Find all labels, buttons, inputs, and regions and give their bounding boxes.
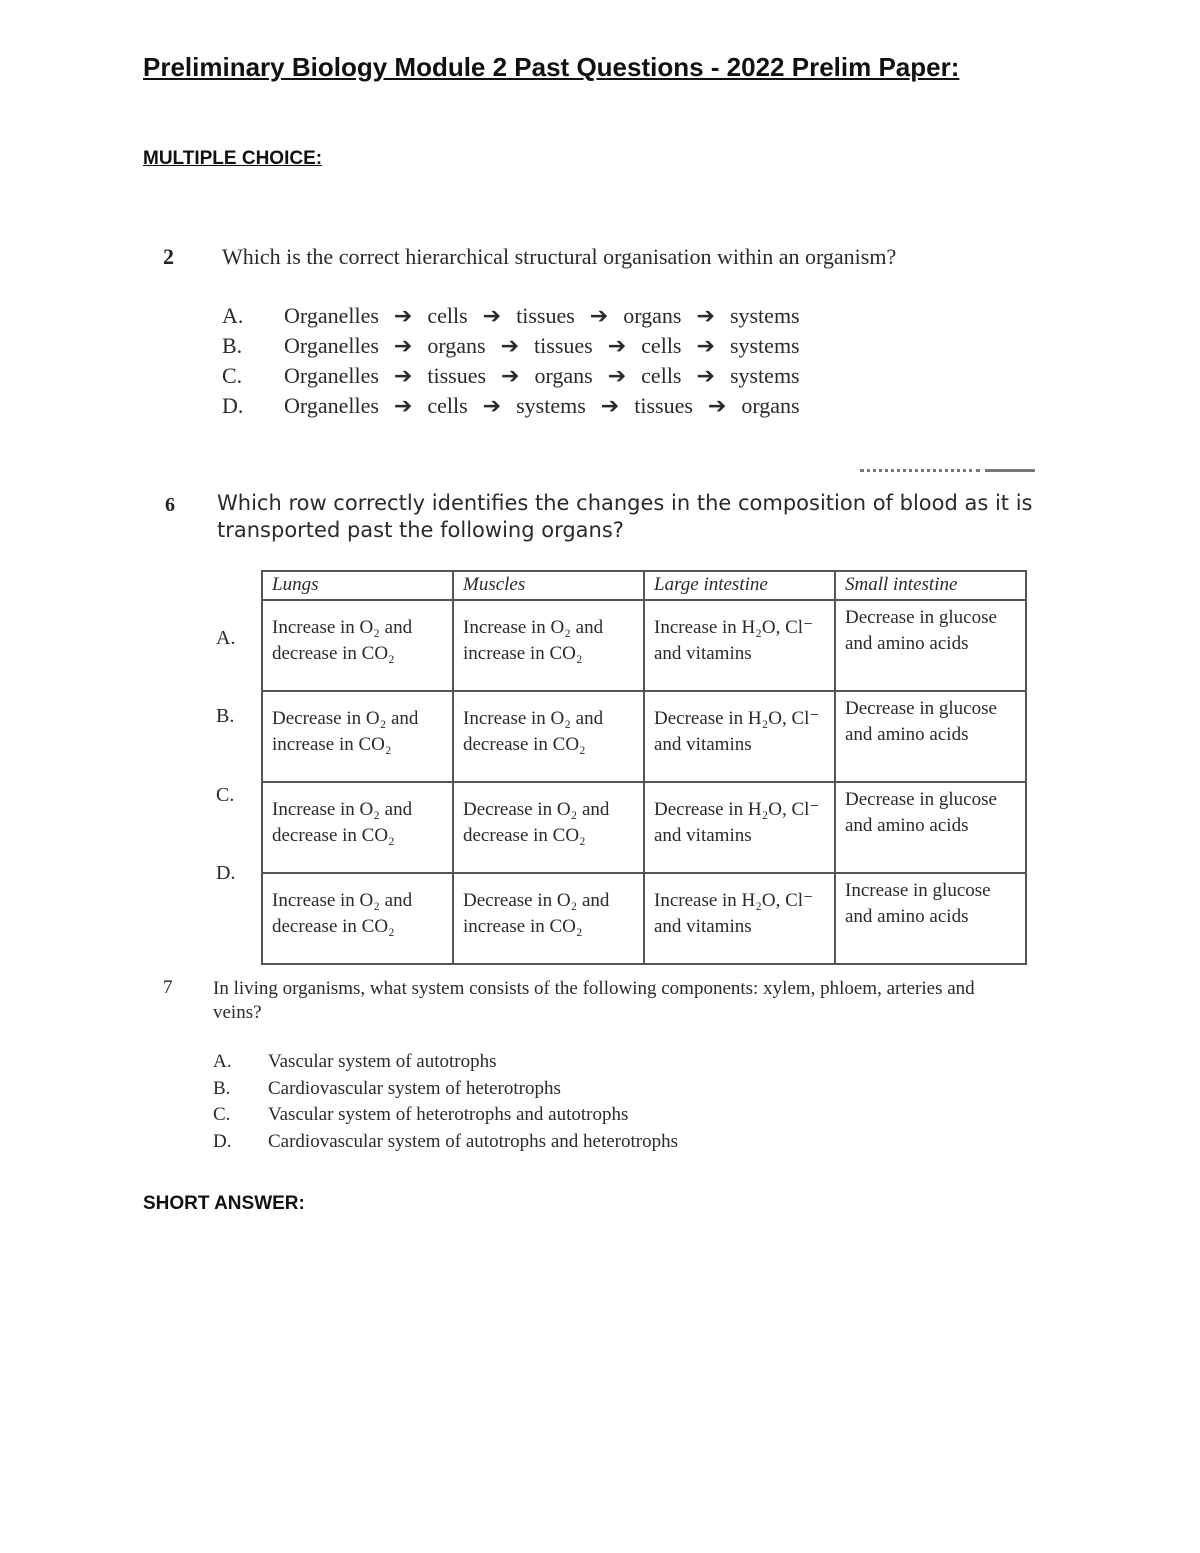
table-cell: Increase in glucose and amino acids: [835, 873, 1026, 964]
option-item: cells: [641, 333, 682, 358]
row-letter-b: B.: [216, 705, 235, 727]
question-6-number: 6: [165, 494, 175, 516]
table-cell: Increase in O₂ and decrease in CO₂: [453, 691, 644, 782]
table-header-row: [262, 571, 1026, 600]
option-letter: A.: [213, 1051, 232, 1072]
row-letter-d: D.: [216, 862, 236, 884]
question-7-option-b: [213, 1078, 561, 1100]
table-cell: Decrease in glucose and amino acids: [835, 691, 1026, 782]
arrow-icon: ➔: [607, 363, 627, 388]
row-letter-c: C.: [216, 784, 235, 806]
question-6-text: Which row correctly identifies the changes in the composition of blood as it is transported past the following organs?: [217, 491, 1033, 542]
option-text: Vascular system of autotrophs: [268, 1051, 497, 1072]
option-letter: B.: [213, 1078, 231, 1099]
table-cell: Decrease in O₂ and increase in CO₂: [453, 873, 644, 964]
table-cell: Increase in O₂ and decrease in CO₂: [262, 782, 453, 873]
blood-composition-table: [261, 570, 1027, 965]
option-item: cells: [427, 393, 468, 418]
option-letter: D.: [213, 1131, 232, 1152]
table-cell: Decrease in O₂ and increase in CO₂: [262, 691, 453, 782]
arrow-icon: ➔: [393, 333, 413, 358]
question-7-number: 7: [163, 977, 173, 998]
option-text: Vascular system of heterotrophs and autotrophs: [268, 1104, 629, 1125]
question-7-text: In living organisms, what system consists of the following components: xylem, phloem, arteries and veins?: [213, 978, 975, 1023]
option-letter: B.: [222, 333, 243, 358]
option-item: organs: [427, 333, 486, 358]
option-letter: C.: [213, 1104, 231, 1125]
table-row: [262, 873, 1026, 964]
table-row: [262, 691, 1026, 782]
arrow-icon: ➔: [482, 393, 502, 418]
row-letter-a: A.: [216, 627, 236, 649]
arrow-icon: ➔: [707, 393, 727, 418]
table-header-large-intestine: Large intestine: [644, 571, 835, 600]
table-header-muscles: Muscles: [453, 571, 644, 600]
option-item: organs: [741, 393, 800, 418]
arrow-icon: ➔: [600, 393, 620, 418]
arrow-icon: ➔: [589, 303, 609, 328]
arrow-icon: ➔: [607, 333, 627, 358]
option-letter: A.: [222, 303, 244, 328]
table-cell: Increase in H₂O, Cl⁻ and vitamins: [644, 873, 835, 964]
arrow-icon: ➔: [482, 303, 502, 328]
table-cell: Decrease in H₂O, Cl⁻ and vitamins: [644, 691, 835, 782]
question-2-number: 2: [163, 244, 174, 269]
option-item: tissues: [534, 333, 593, 358]
arrow-icon: ➔: [500, 333, 520, 358]
option-item: Organelles: [284, 393, 379, 418]
option-item: systems: [729, 303, 800, 328]
table-row: [262, 782, 1026, 873]
multiple-choice-heading: MULTIPLE CHOICE:: [143, 148, 323, 169]
question-2-option-a: [222, 303, 800, 329]
question-7-option-a: [213, 1051, 496, 1073]
option-item: systems: [729, 363, 800, 388]
option-item: Organelles: [284, 303, 379, 328]
table-cell: Decrease in glucose and amino acids: [835, 782, 1026, 873]
page-title: Preliminary Biology Module 2 Past Questions - 2022 Prelim Paper:: [143, 52, 960, 82]
table-cell: Increase in O₂ and increase in CO₂: [453, 600, 644, 691]
question-2-option-d: [222, 393, 800, 419]
option-item: organs: [623, 303, 682, 328]
option-item: tissues: [634, 393, 693, 418]
option-item: tissues: [427, 363, 487, 388]
table-header-lungs: Lungs: [262, 571, 453, 600]
option-item: tissues: [516, 303, 575, 328]
question-2-text: Which is the correct hierarchical structural organisation within an organism?: [222, 244, 897, 269]
option-item: cells: [427, 303, 468, 328]
table-row: [262, 600, 1026, 691]
arrow-icon: ➔: [696, 363, 715, 388]
arrow-icon: ➔: [696, 303, 715, 328]
question-7-option-c: [213, 1104, 628, 1126]
question-7-option-d: [213, 1131, 678, 1153]
option-item: Organelles: [284, 333, 379, 358]
cropped-page-header: [860, 459, 1035, 473]
option-item: cells: [641, 363, 682, 388]
question-2-option-c: [222, 363, 800, 389]
table-header-small-intestine: Small intestine: [835, 571, 1026, 600]
option-letter: D.: [222, 393, 244, 418]
arrow-icon: ➔: [393, 363, 413, 388]
arrow-icon: ➔: [393, 303, 413, 328]
question-2-option-b: [222, 333, 800, 359]
table-cell: Increase in O₂ and decrease in CO₂: [262, 600, 453, 691]
table-cell: Decrease in O₂ and decrease in CO₂: [453, 782, 644, 873]
arrow-icon: ➔: [393, 393, 413, 418]
short-answer-heading: SHORT ANSWER:: [143, 1193, 305, 1214]
table-cell: Decrease in glucose and amino acids: [835, 600, 1026, 691]
arrow-icon: ➔: [501, 363, 520, 388]
option-item: systems: [729, 333, 800, 358]
option-item: systems: [516, 393, 586, 418]
option-letter: C.: [222, 363, 243, 388]
option-item: Organelles: [284, 363, 379, 388]
table-cell: Decrease in H₂O, Cl⁻ and vitamins: [644, 782, 835, 873]
table-cell: Increase in H₂O, Cl⁻ and vitamins: [644, 600, 835, 691]
arrow-icon: ➔: [696, 333, 715, 358]
option-item: organs: [534, 363, 593, 388]
option-text: Cardiovascular system of autotrophs and heterotrophs: [268, 1131, 678, 1152]
table-cell: Increase in O₂ and decrease in CO₂: [262, 873, 453, 964]
option-text: Cardiovascular system of heterotrophs: [268, 1078, 561, 1099]
